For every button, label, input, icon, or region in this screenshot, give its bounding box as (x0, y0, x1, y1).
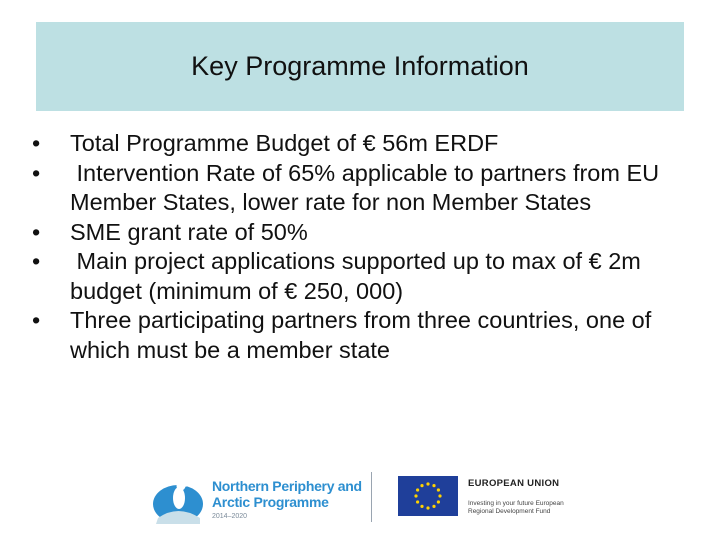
title-bar (36, 22, 684, 111)
bullet-item (28, 129, 678, 159)
bullet-text: SME grant rate of 50% (70, 218, 308, 245)
npa-logo (150, 472, 365, 524)
bullet-text: Three participating partners from three countries, one of which must be a member state (70, 307, 652, 363)
npa-logo-label: Northern Periphery and Arctic Programme (212, 478, 362, 510)
npa-bird-icon (150, 474, 206, 524)
logo-divider (371, 472, 372, 522)
eu-name: EUROPEAN UNION (468, 478, 560, 489)
bullet-item (28, 218, 678, 248)
eu-flag-icon (398, 476, 458, 516)
bullet-text: Total Programme Budget of € 56m ERDF (70, 130, 499, 156)
npa-years: 2014–2020 (212, 513, 248, 520)
bullet-item (28, 306, 678, 365)
bullet-dot: • (32, 159, 41, 186)
bullet-text: Main project applications supported up to max of € 2m budget (minimum of € 250, 000) (70, 248, 641, 304)
eu-logo-text (468, 478, 578, 516)
eu-subtitle: Investing in your future European Regional Development Fund (468, 500, 564, 515)
bullet-item (28, 247, 678, 306)
bullet-item (28, 159, 678, 218)
logo-strip (150, 470, 580, 525)
bullet-dot: • (32, 307, 41, 333)
slide-title: Key Programme Information (191, 51, 529, 81)
bullet-text: Intervention Rate of 65% applicable to partners from EU Member States, lower rate for non Member States (70, 159, 660, 215)
bullet-dot: • (32, 218, 41, 245)
bullet-list (28, 129, 678, 365)
npa-logo-text (212, 478, 362, 510)
bullet-dot: • (32, 130, 41, 156)
bullet-dot: • (32, 248, 41, 274)
